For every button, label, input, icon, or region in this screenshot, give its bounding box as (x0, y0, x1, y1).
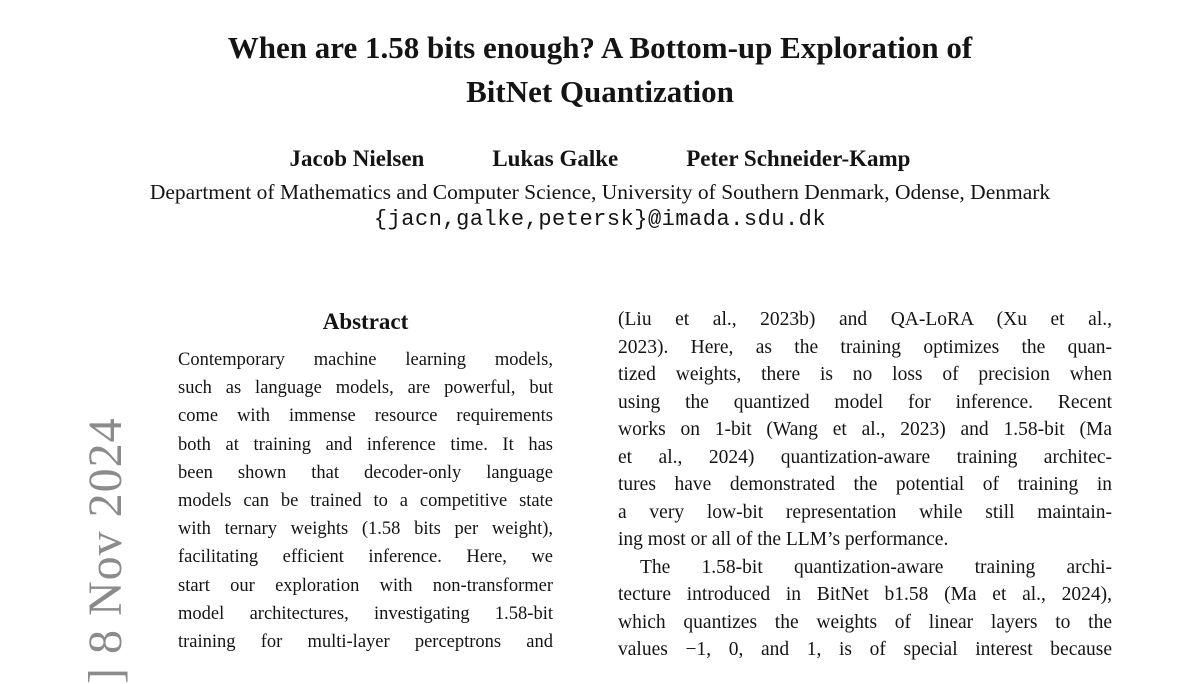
text-line: 2023). Here, as the training optimizes the quan- (618, 336, 1112, 358)
text-line: such as language models, are powerful, but (178, 378, 553, 399)
text-line: (Liu et al., 2023b) and QA-LoRA (Xu et al., (618, 309, 1112, 330)
title-line-1: When are 1.58 bits enough? A Bottom-up Exploration of (227, 30, 973, 65)
author-name: Peter Schneider-Kamp (686, 146, 911, 171)
text-line: come with immense resource requirements (178, 406, 553, 427)
text-line: start our exploration with non-transformer (178, 575, 553, 596)
author-name: Lukas Galke (492, 146, 619, 171)
affiliation-line: Department of Mathematics and Computer Science, University of Southern Denmark, Odense, Denmark (149, 180, 1051, 204)
text-line: works on 1-bit (Wang et al., 2023) and 1.58-bit (Ma (618, 419, 1112, 440)
arxiv-watermark: ] 8 Nov 2024 (79, 417, 132, 684)
text-line: using the quantized model for inference. Recent (618, 391, 1112, 413)
text-line: tures have demonstrated the potential of training in (618, 474, 1112, 495)
title-line-2: BitNet Quantization (466, 74, 734, 109)
text-line: The 1.58-bit quantization-aware training archi- (640, 556, 1112, 578)
text-line: which quantizes the weights of linear layers to the (618, 611, 1112, 633)
text-line: a very low-bit representation while still maintain- (618, 501, 1112, 523)
authors-row (0, 146, 1200, 172)
email-line: {jacn,galke,petersk}@imada.sdu.dk (373, 207, 827, 232)
text-line: tized weights, there is no loss of precision when (618, 364, 1112, 385)
abstract-heading: Abstract (322, 309, 409, 334)
text-line: tecture introduced in BitNet b1.58 (Ma et al., 2024), (618, 584, 1112, 605)
text-line: both at training and inference time. It has (178, 434, 553, 455)
introduction-column (618, 306, 1112, 664)
text-line: models can be trained to a competitive state (178, 490, 553, 511)
text-line: values −1, 0, and 1, is of special interest because (618, 639, 1112, 660)
text-line: with ternary weights (1.58 bits per weight), (178, 519, 553, 540)
text-line: been shown that decoder-only language (178, 462, 553, 483)
author-name: Jacob Nielsen (289, 146, 425, 171)
text-line: training for multi-layer perceptrons and (178, 631, 553, 652)
text-line: ing most or all of the LLM’s performance. (618, 529, 949, 550)
text-line: model architectures, investigating 1.58-bit (178, 603, 553, 624)
text-line: facilitating efficient inference. Here, we (178, 547, 553, 568)
text-line: Contemporary machine learning models, (178, 350, 553, 370)
abstract-body (178, 346, 553, 656)
paper-title (0, 26, 1200, 114)
text-line: et al., 2024) quantization-aware training architec- (618, 446, 1112, 468)
